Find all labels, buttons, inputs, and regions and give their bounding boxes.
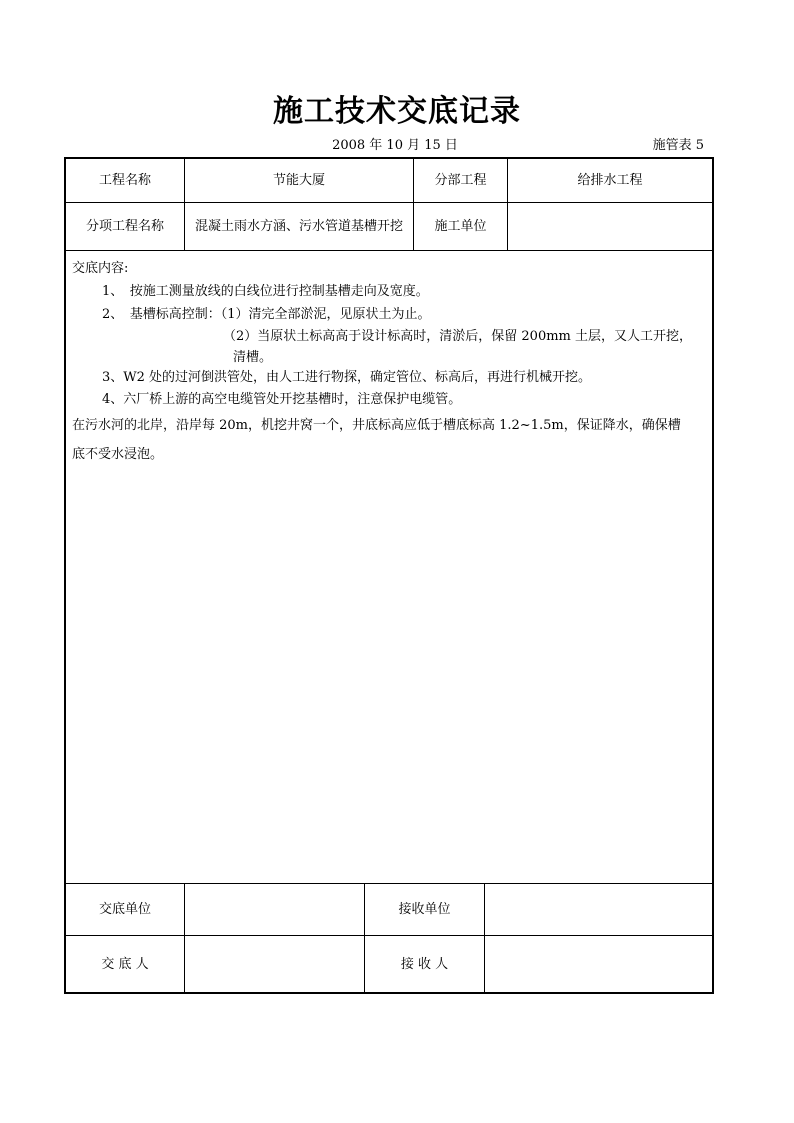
subitem-label: 分项工程名称 [85, 219, 164, 234]
receiving-person-label: 接 收 人 [400, 956, 449, 972]
form-number: 施管表 5 [652, 138, 704, 153]
project-name-value[interactable]: 节能大厦 [272, 173, 325, 188]
content-line: 3、W2 处的过河倒洪管处，由人工进行物探，确定管位、标高后，再进行机械开挖。 [102, 370, 592, 385]
division-label: 分部工程 [434, 173, 487, 188]
row-divider [66, 250, 712, 251]
content-line: （2）当原状土标高高于设计标高时，清淤后，保留 200mm 土层，又人工开挖， [223, 329, 693, 344]
handover-unit-value[interactable] [185, 884, 364, 935]
content-line: 2、 基槽标高控制：（1）清完全部淤泥，见原状土为止。 [102, 307, 431, 322]
content-line: 在污水河的北岸，沿岸每 20m，机挖井窝一个，井底标高应低于槽底标高 1.2~1.5m，保证降水，确保槽 [72, 418, 681, 433]
content-label: 交底内容: [72, 261, 129, 276]
content-line: 4、六厂桥上游的高空电缆管处开挖基槽时，注意保护电缆管。 [102, 392, 462, 407]
receiving-unit-value[interactable] [485, 884, 712, 935]
receiving-unit-label: 接收单位 [398, 902, 451, 917]
content-line: 1、 按施工测量放线的白线位进行控制基槽走向及宽度。 [102, 284, 429, 299]
record-form [64, 157, 714, 994]
content-line: 清槽。 [233, 350, 273, 365]
handover-person-value[interactable] [185, 936, 364, 992]
document-title: 施工技术交底记录 [273, 94, 521, 129]
subitem-value[interactable]: 混凝土雨水方涵、污水管道基槽开挖 [194, 219, 403, 234]
document-date: 2008 年 10 月 15 日 [332, 138, 458, 153]
handover-person-label: 交 底 人 [101, 956, 149, 972]
receiving-person-value[interactable] [485, 936, 712, 992]
construction-unit-label: 施工单位 [434, 219, 487, 234]
construction-unit-value[interactable] [508, 203, 712, 250]
project-name-label: 工程名称 [98, 173, 151, 188]
content-line: 底不受水浸泡。 [72, 447, 164, 462]
division-value[interactable]: 给排水工程 [577, 173, 643, 188]
handover-unit-label: 交底单位 [98, 902, 151, 917]
